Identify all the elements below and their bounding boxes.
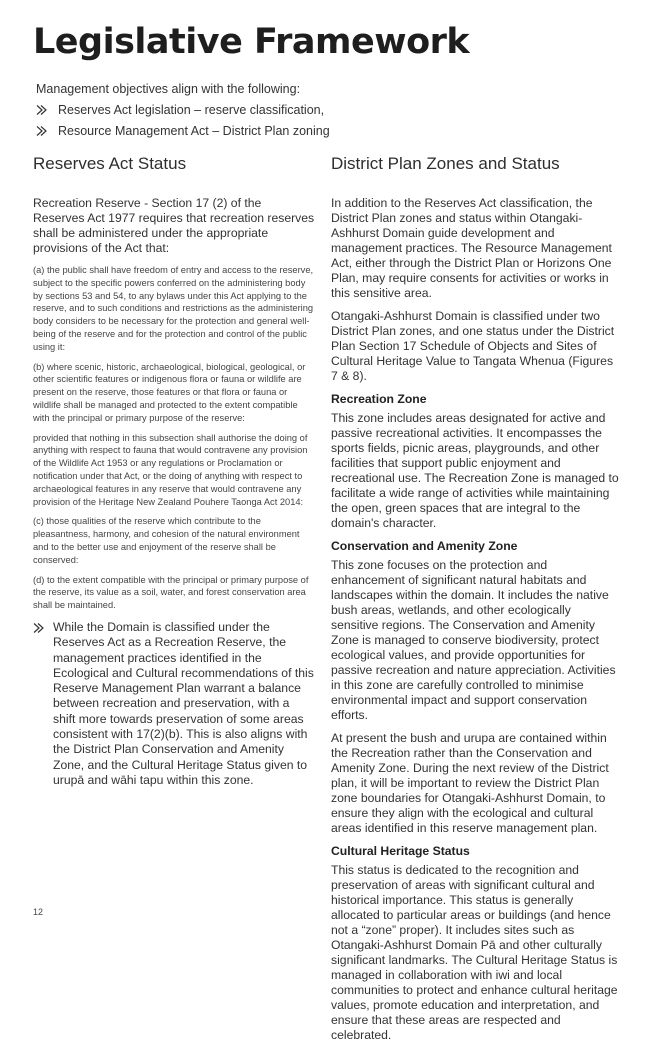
intro-list xyxy=(36,103,596,138)
clause-d: (d) to the extent compatible with the principal or primary purpose of the reserve, its value as a soil, water, and forest conservation area shall be maintained. xyxy=(33,574,309,611)
section-heading: Reserves Act Status xyxy=(33,154,187,173)
double-chevron-right-icon xyxy=(33,622,45,634)
page-number: 12 xyxy=(33,907,44,917)
section-heading: District Plan Zones and Status xyxy=(331,154,560,173)
domain-bullet xyxy=(33,620,315,788)
double-chevron-right-icon xyxy=(36,104,48,116)
double-chevron-right-icon xyxy=(36,125,48,137)
intro-text: Management objectives align with the following: xyxy=(36,82,301,96)
district-paragraph-2: Otangaki-Ashhurst Domain is classified under two District Plan zones, and one status under the District Plan Section 17 Schedule of Objects and Sites of Cultural Heritage Value to Tangata Whenua (Figures 7 & 8). xyxy=(331,309,615,383)
list-item xyxy=(36,124,596,138)
recreation-zone-text: This zone includes areas designated for active and passive recreational activities. It encompasses the sports fields, picnic areas, playgrounds, and other facilities that support public enjoyment and recreational use. The Recreation Zone is managed to facilitate a wide range of activities while maintaining the open, green spaces that are integral to the domain's character. xyxy=(331,411,619,530)
list-item xyxy=(36,103,596,117)
district-plan-column xyxy=(331,154,621,1051)
cultural-heritage-text: This status is dedicated to the recognition and preservation of areas with significant cultural and historical importance. This status is generally allocated to particular areas or buildings (and hence not a “zone” proper). It includes sites such as Otangaki-Ashhurst Domain Pā and other culturally significant landmarks. The Cultural Heritage Status is managed in collaboration with iwi and local communities to protect and enhance cultural heritage values, promote education and interpretation, and ensure that these areas are respected and celebrated. xyxy=(331,863,618,1042)
district-paragraph-1: In addition to the Reserves Act classification, the District Plan zones and status within Otangaki-Ashhurst Domain guide development and management practices. The Resource Management Act, either through the District Plan or Horizons One Plan, may require consents for activities or works in this sensitive area. xyxy=(331,196,612,300)
conservation-zone-heading: Conservation and Amenity Zone xyxy=(331,539,518,553)
reserves-intro-paragraph: Recreation Reserve - Section 17 (2) of the Reserves Act 1977 requires that recreation reserves shall be administered under the appropriate provisions of the Act that: xyxy=(33,196,315,255)
reserves-act-column xyxy=(33,154,315,788)
conservation-zone-text: This zone focuses on the protection and enhancement of significant natural habitats and landscapes within the domain. It includes the native bush areas, wetlands, and other ecologically sensitive regions. The Conservation and Amenity Zone is managed to conserve biodiversity, protect ecological values, and provide opportunities for passive recreation and nature appreciation. Activities in this zone are carefully controlled to minimise environmental impact and support conservation efforts. xyxy=(331,558,616,722)
clause-a: (a) the public shall have freedom of entry and access to the reserve, subject to the specific powers conferred on the administering body by sections 53 and 54, to any bylaws under this Act applying to the reserve, and to such conditions and restrictions as the administering body considers to be necessary for the protection and general well-being of the reserve and for the protection and control of the public using it: xyxy=(33,265,314,352)
list-item-label: Resource Management Act – District Plan zoning xyxy=(58,124,330,138)
recreation-zone-heading: Recreation Zone xyxy=(331,392,427,406)
clause-proviso: provided that nothing in this subsection shall authorise the doing of anything with respect to fauna that would contravene any provision of the Wildlife Act 1953 or any regulations or Proclamation or notification under that Act, or the doing of anything with respect to archaeological features in any reserve that would contravene any provision of the Heritage New Zealand Pouhere Taonga Act 2014: xyxy=(33,432,308,507)
bullet-text: While the Domain is classified under the Reserves Act as a Recreation Reserve, the management practices identified in the Ecological and Cultural recommendations of this Reserve Management Plan warrant a balance between recreation and preservation, with a shift more towards preservation of some areas consistent with 17(2)(b). This is also aligns with the District Plan Conservation and Amenity Zone, and the Cultural Heritage Status given to urupā and wāhi tapu within this zone. xyxy=(53,619,314,787)
cultural-heritage-heading: Cultural Heritage Status xyxy=(331,844,470,858)
page-title: Legislative Framework xyxy=(33,22,470,62)
clause-c: (c) those qualities of the reserve which contribute to the pleasantness, harmony, and cohesion of the natural environment and to the better use and enjoyment of the reserve shall be conserved: xyxy=(33,516,300,565)
intro-section xyxy=(36,82,596,145)
clause-b: (b) where scenic, historic, archaeological, biological, geological, or other scientific features or indigenous flora or fauna or wildlife are present on the reserve, those features or that flora or fauna or wildlife shall be managed and protected to the extent compatible with the principal or primary purpose of the reserve: xyxy=(33,361,306,423)
list-item-label: Reserves Act legislation – reserve classification, xyxy=(58,103,325,117)
conservation-zone-text-2: At present the bush and urupa are contained within the Recreation rather than the Conservation and Amenity Zone. During the next review of the District plan, it will be important to review the District Plan zone boundaries for Otangaki-Ashhurst Domain, to ensure they align with the ecological and cultural areas identified in this reserve management plan. xyxy=(331,731,609,835)
